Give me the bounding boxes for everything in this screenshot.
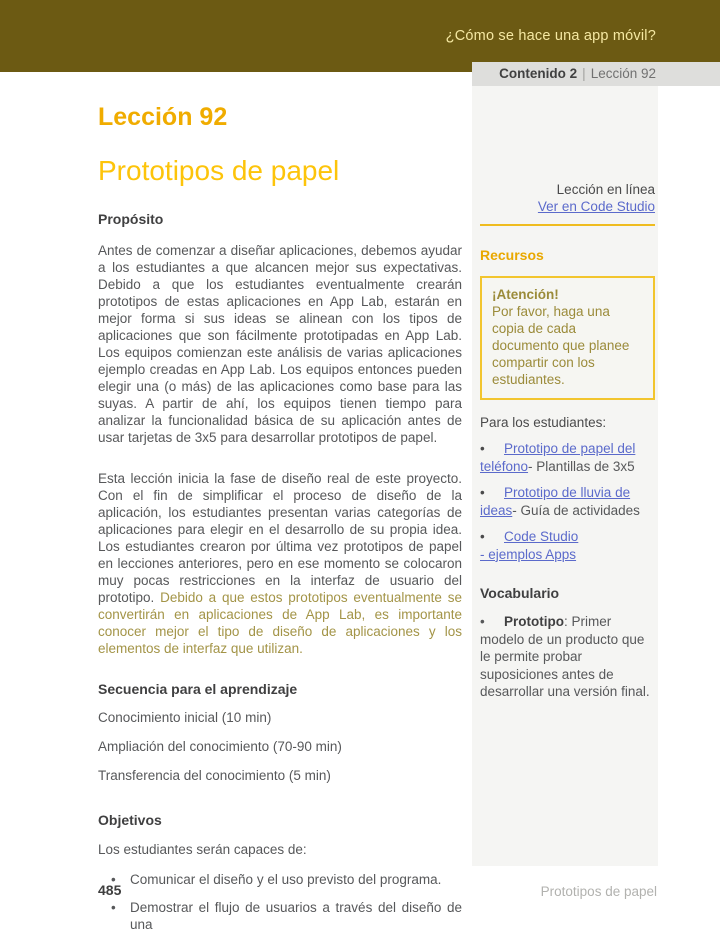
paper-prototype-link[interactable]: Prototipo de papel del teléfono xyxy=(480,441,636,474)
attention-body: Por favor, haga una copia de cada documento que planee compartir con los estudiantes. xyxy=(492,304,630,387)
objective-item: • Comunicar el diseño y el uso previsto del programa. xyxy=(98,871,462,888)
sidebar-divider xyxy=(480,224,655,226)
purpose-paragraph-2 xyxy=(98,470,462,657)
objective-item: • Demostrar el flujo de usuarios a través del diseño de una xyxy=(98,899,462,932)
attention-callout xyxy=(480,276,655,400)
online-lesson-label: Lección en línea xyxy=(556,182,655,197)
online-lesson-block xyxy=(480,181,655,215)
purpose-paragraph-2-normal: Esta lección inicia la fase de diseño real de este proyecto. Con el fin de simplificar el proceso de diseño de la aplicación, los estudiantes presentan varias categorías de aplicaciones para elegir en el desarrollo de su propia idea. Los estudiantes crearon por última vez prototipos de papel en lecciones anteriores, pero en ese momento se colocaron muy pocas restricciones en la interfaz de usuario del prototipo. xyxy=(98,471,462,605)
sequence-heading: Secuencia para el aprendizaje xyxy=(98,681,298,697)
breadcrumb xyxy=(472,62,720,86)
main-content xyxy=(98,0,462,932)
sidebar xyxy=(472,86,658,866)
resource-description: - Guía de actividades xyxy=(512,502,640,518)
vocabulary-heading: Vocabulario xyxy=(480,585,560,601)
footer-lesson-title: Prototipos de papel xyxy=(540,884,657,899)
brainstorm-prototype-link[interactable]: Prototipo de lluvia de ideas xyxy=(480,485,631,518)
sequence-item: Ampliación del conocimiento (70-90 min) xyxy=(98,739,342,754)
bullet-icon: • xyxy=(480,529,485,544)
vocabulary-definition: : Primer modelo de un producto que le permite probar suposiciones antes de desarrollar una versión final. xyxy=(480,614,650,699)
vocabulary-entry xyxy=(480,613,655,701)
breadcrumb-unit: Contenido 2 xyxy=(499,66,578,81)
bullet-icon: • xyxy=(480,485,485,500)
sequence-item: Conocimiento inicial (10 min) xyxy=(98,710,272,725)
code-studio-examples-link-suffix[interactable]: - ejemplos Apps xyxy=(480,546,577,562)
code-studio-examples-link[interactable]: Code Studio xyxy=(504,529,579,544)
resources-heading: Recursos xyxy=(480,247,544,263)
breadcrumb-lesson: Lección 92 xyxy=(590,66,656,81)
resource-description: - Plantillas de 3x5 xyxy=(528,458,635,474)
purpose-paragraph-1: Antes de comenzar a diseñar aplicaciones, debemos ayudar a los estudiantes a que alcancen mejor sus expectativas. Debido a que los estudiantes eventualmente crearán prototipos de estas aplicaciones en App Lab, estarán en mejor forma si sus ideas se alinean con los tipos de aplicaciones que son fácilmente prototipadas en App Lab. Los equipos comienzan este análisis de varias aplicaciones ejemplo creadas en App Lab. Los equipos entonces pueden elegir una (o más) de las aplicaciones como base para las suyas. A partir de ahí, los equipos tienen tiempo para analizar la funcionalidad básica de su aplicación antes de usar tarjetas de 3x5 para desarrollar prototipos de papel. xyxy=(98,243,462,445)
bullet-icon: • xyxy=(480,441,485,456)
purpose-paragraph-2-highlight: Debido a que estos prototipos eventualmente se convertirán en aplicaciones de App Lab, es importante conocer mejor el tipo de diseño de aplicaciones y los elementos de interfaz que utilizan. xyxy=(98,590,462,656)
attention-title: ¡Atención! xyxy=(492,287,559,302)
course-title: ¿Cómo se hace una app móvil? xyxy=(445,28,656,44)
student-resource-item xyxy=(480,528,655,563)
breadcrumb-separator: | xyxy=(582,66,586,81)
sequence-item: Transferencia del conocimiento (5 min) xyxy=(98,768,331,783)
code-studio-link[interactable]: Ver en Code Studio xyxy=(537,199,655,214)
objectives-intro: Los estudiantes serán capaces de: xyxy=(98,842,307,857)
objectives-heading: Objetivos xyxy=(98,812,162,828)
objectives-list xyxy=(98,871,462,932)
page-number: 485 xyxy=(98,882,122,898)
lesson-number-heading: Lección 92 xyxy=(98,103,228,131)
purpose-heading: Propósito xyxy=(98,211,164,227)
student-resource-item xyxy=(480,484,655,519)
lesson-title-heading: Prototipos de papel xyxy=(98,155,340,186)
student-resources-list xyxy=(480,440,655,563)
bullet-icon: • xyxy=(480,614,485,629)
students-resources-heading: Para los estudiantes: xyxy=(480,415,607,430)
vocabulary-term: Prototipo xyxy=(504,614,564,629)
student-resource-item xyxy=(480,440,655,475)
